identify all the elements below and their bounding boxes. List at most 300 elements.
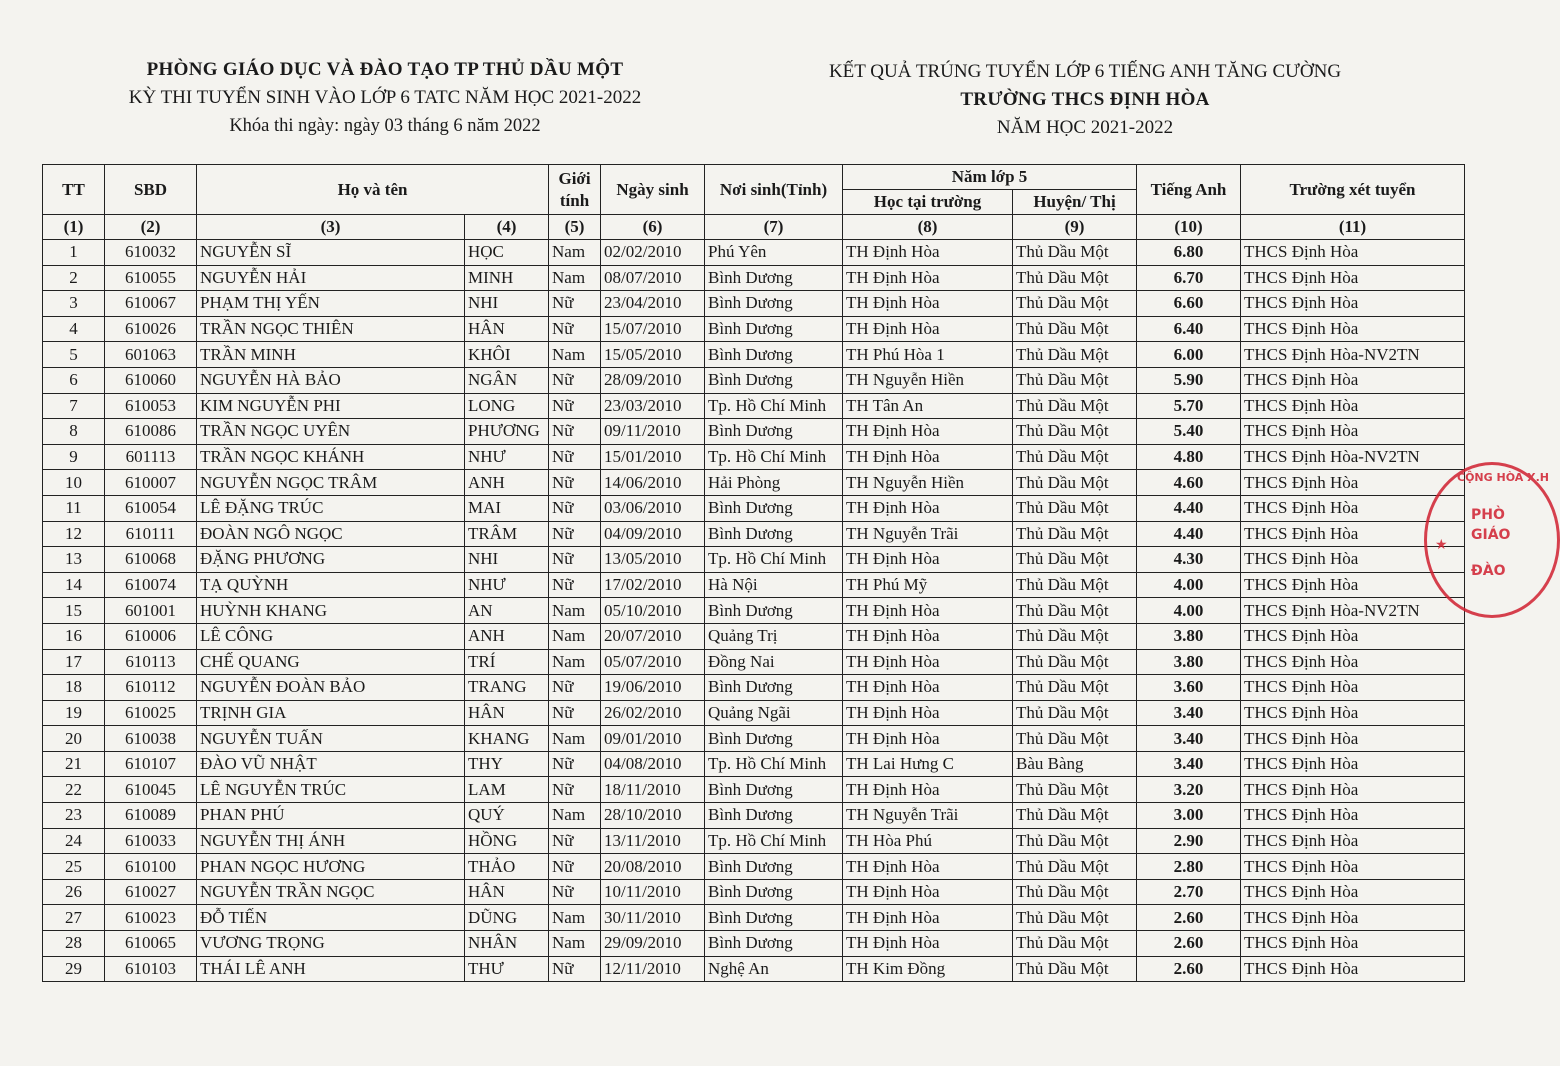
- row-school: TH Định Hòa: [843, 726, 1013, 752]
- row-english-score: 4.00: [1137, 572, 1241, 598]
- row-birthplace: Tp. Hồ Chí Minh: [705, 828, 843, 854]
- row-dob: 18/11/2010: [601, 777, 705, 803]
- row-tt: 2: [43, 265, 105, 291]
- row-district: Bàu Bàng: [1013, 751, 1137, 777]
- row-surname: NGUYỄN TUẤN: [197, 726, 465, 752]
- row-sbd: 610065: [105, 931, 197, 957]
- row-english-score: 6.40: [1137, 316, 1241, 342]
- row-gender: Nữ: [549, 291, 601, 317]
- row-school: TH Định Hòa: [843, 777, 1013, 803]
- row-district: Thủ Dầu Một: [1013, 623, 1137, 649]
- row-admit-school: THCS Định Hòa: [1241, 367, 1465, 393]
- exam-title: KỲ THI TUYỂN SINH VÀO LỚP 6 TATC NĂM HỌC 2021-2022: [128, 87, 642, 108]
- row-surname: PHAN PHÚ: [197, 803, 465, 829]
- row-english-score: 6.00: [1137, 342, 1241, 368]
- row-sbd: 610023: [105, 905, 197, 931]
- row-dob: 03/06/2010: [601, 495, 705, 521]
- row-district: Thủ Dầu Một: [1013, 342, 1137, 368]
- row-surname: VƯƠNG TRỌNG: [197, 931, 465, 957]
- row-sbd: 601001: [105, 598, 197, 624]
- row-english-score: 4.40: [1137, 521, 1241, 547]
- stamp-text: GIÁO: [1471, 527, 1511, 543]
- row-gender: Nữ: [549, 572, 601, 598]
- row-surname: CHẾ QUANG: [197, 649, 465, 675]
- row-tt: 26: [43, 879, 105, 905]
- row-gender: Nam: [549, 265, 601, 291]
- row-district: Thủ Dầu Một: [1013, 777, 1137, 803]
- row-school: TH Định Hòa: [843, 854, 1013, 880]
- row-dob: 29/09/2010: [601, 931, 705, 957]
- row-birthplace: Tp. Hồ Chí Minh: [705, 751, 843, 777]
- row-dob: 23/03/2010: [601, 393, 705, 419]
- row-gender: Nam: [549, 803, 601, 829]
- row-district: Thủ Dầu Một: [1013, 803, 1137, 829]
- row-tt: 6: [43, 367, 105, 393]
- row-surname: HUỲNH KHANG: [197, 598, 465, 624]
- row-given-name: NHI: [465, 291, 549, 317]
- row-district: Thủ Dầu Một: [1013, 547, 1137, 573]
- row-gender: Nam: [549, 905, 601, 931]
- row-birthplace: Bình Dương: [705, 598, 843, 624]
- table-row: [43, 751, 1465, 777]
- table-row: [43, 649, 1465, 675]
- row-district: Thủ Dầu Một: [1013, 828, 1137, 854]
- row-district: Thủ Dầu Một: [1013, 444, 1137, 470]
- row-tt: 9: [43, 444, 105, 470]
- row-birthplace: Tp. Hồ Chí Minh: [705, 547, 843, 573]
- table-row: [43, 726, 1465, 752]
- row-sbd: 610007: [105, 470, 197, 496]
- row-dob: 04/08/2010: [601, 751, 705, 777]
- table-row: [43, 342, 1465, 368]
- row-district: Thủ Dầu Một: [1013, 905, 1137, 931]
- row-school: TH Nguyễn Hiền: [843, 470, 1013, 496]
- row-tt: 22: [43, 777, 105, 803]
- row-surname: TRỊNH GIA: [197, 700, 465, 726]
- row-gender: Nữ: [549, 675, 601, 701]
- header-left: [60, 56, 710, 140]
- row-dob: 19/06/2010: [601, 675, 705, 701]
- row-dob: 12/11/2010: [601, 956, 705, 982]
- row-surname: KIM NGUYỄN PHI: [197, 393, 465, 419]
- row-given-name: QUÝ: [465, 803, 549, 829]
- row-birthplace: Bình Dương: [705, 879, 843, 905]
- row-tt: 11: [43, 495, 105, 521]
- row-admit-school: THCS Định Hòa: [1241, 854, 1465, 880]
- row-school: TH Định Hòa: [843, 700, 1013, 726]
- table-row: [43, 240, 1465, 266]
- row-sbd: 610111: [105, 521, 197, 547]
- col-number: (9): [1013, 215, 1137, 240]
- row-gender: Nữ: [549, 700, 601, 726]
- row-given-name: LONG: [465, 393, 549, 419]
- row-birthplace: Bình Dương: [705, 931, 843, 957]
- row-gender: Nam: [549, 931, 601, 957]
- table-row: [43, 623, 1465, 649]
- row-birthplace: Quảng Ngãi: [705, 700, 843, 726]
- row-tt: 12: [43, 521, 105, 547]
- row-english-score: 3.80: [1137, 649, 1241, 675]
- header-admit-school: Trường xét tuyển: [1241, 165, 1465, 215]
- row-dob: 20/07/2010: [601, 623, 705, 649]
- row-surname: NGUYỄN HẢI: [197, 265, 465, 291]
- row-gender: Nữ: [549, 470, 601, 496]
- row-school: TH Tân An: [843, 393, 1013, 419]
- row-district: Thủ Dầu Một: [1013, 419, 1137, 445]
- col-number: (2): [105, 215, 197, 240]
- row-tt: 1: [43, 240, 105, 266]
- row-district: Thủ Dầu Một: [1013, 367, 1137, 393]
- row-admit-school: THCS Định Hòa: [1241, 495, 1465, 521]
- table-row: [43, 547, 1465, 573]
- row-given-name: KHANG: [465, 726, 549, 752]
- row-school: TH Định Hòa: [843, 316, 1013, 342]
- row-surname: LÊ ĐẶNG TRÚC: [197, 495, 465, 521]
- row-gender: Nam: [549, 598, 601, 624]
- row-admit-school: THCS Định Hòa: [1241, 700, 1465, 726]
- row-sbd: 610100: [105, 854, 197, 880]
- header-birthplace: Nơi sinh(Tỉnh): [705, 165, 843, 215]
- row-tt: 20: [43, 726, 105, 752]
- row-admit-school: THCS Định Hòa-NV2TN: [1241, 444, 1465, 470]
- row-admit-school: THCS Định Hòa: [1241, 726, 1465, 752]
- row-given-name: HÂN: [465, 316, 549, 342]
- table-row: [43, 419, 1465, 445]
- table-row: [43, 675, 1465, 701]
- row-english-score: 2.60: [1137, 905, 1241, 931]
- row-gender: Nữ: [549, 879, 601, 905]
- table-row: [43, 828, 1465, 854]
- row-tt: 24: [43, 828, 105, 854]
- row-birthplace: Bình Dương: [705, 521, 843, 547]
- row-gender: Nữ: [549, 521, 601, 547]
- row-gender: Nam: [549, 623, 601, 649]
- row-admit-school: THCS Định Hòa: [1241, 675, 1465, 701]
- row-birthplace: Quảng Trị: [705, 623, 843, 649]
- row-admit-school: THCS Định Hòa: [1241, 777, 1465, 803]
- row-given-name: ANH: [465, 623, 549, 649]
- row-district: Thủ Dầu Một: [1013, 240, 1137, 266]
- row-district: Thủ Dầu Một: [1013, 956, 1137, 982]
- row-district: Thủ Dầu Một: [1013, 700, 1137, 726]
- row-english-score: 2.60: [1137, 956, 1241, 982]
- row-tt: 10: [43, 470, 105, 496]
- row-tt: 5: [43, 342, 105, 368]
- row-gender: Nam: [549, 649, 601, 675]
- row-dob: 14/06/2010: [601, 470, 705, 496]
- col-number: (6): [601, 215, 705, 240]
- row-birthplace: Bình Dương: [705, 726, 843, 752]
- row-sbd: 610086: [105, 419, 197, 445]
- row-english-score: 2.60: [1137, 931, 1241, 957]
- row-dob: 15/07/2010: [601, 316, 705, 342]
- results-table: [42, 164, 1465, 982]
- table-row: [43, 700, 1465, 726]
- row-given-name: KHÔI: [465, 342, 549, 368]
- row-given-name: NGÂN: [465, 367, 549, 393]
- table-row: [43, 521, 1465, 547]
- row-school: TH Định Hòa: [843, 905, 1013, 931]
- row-school: TH Định Hòa: [843, 291, 1013, 317]
- row-school: TH Định Hòa: [843, 879, 1013, 905]
- row-tt: 19: [43, 700, 105, 726]
- row-surname: TẠ QUỲNH: [197, 572, 465, 598]
- row-sbd: 610027: [105, 879, 197, 905]
- row-school: TH Nguyễn Hiền: [843, 367, 1013, 393]
- header-district: Huyện/ Thị: [1013, 190, 1137, 215]
- row-birthplace: Bình Dương: [705, 342, 843, 368]
- row-english-score: 2.70: [1137, 879, 1241, 905]
- row-surname: NGUYỄN NGỌC TRÂM: [197, 470, 465, 496]
- row-surname: NGUYỄN SĨ: [197, 240, 465, 266]
- row-given-name: HÂN: [465, 700, 549, 726]
- row-given-name: HÂN: [465, 879, 549, 905]
- row-district: Thủ Dầu Một: [1013, 265, 1137, 291]
- row-given-name: DŨNG: [465, 905, 549, 931]
- row-school: TH Phú Mỹ: [843, 572, 1013, 598]
- row-sbd: 610045: [105, 777, 197, 803]
- row-admit-school: THCS Định Hòa-NV2TN: [1241, 342, 1465, 368]
- row-surname: NGUYỄN HÀ BẢO: [197, 367, 465, 393]
- row-given-name: NHI: [465, 547, 549, 573]
- row-dob: 30/11/2010: [601, 905, 705, 931]
- row-sbd: 610025: [105, 700, 197, 726]
- header-dob: Ngày sinh: [601, 165, 705, 215]
- row-dob: 09/11/2010: [601, 419, 705, 445]
- row-admit-school: THCS Định Hòa: [1241, 751, 1465, 777]
- row-sbd: 610074: [105, 572, 197, 598]
- row-given-name: NHÂN: [465, 931, 549, 957]
- row-district: Thủ Dầu Một: [1013, 572, 1137, 598]
- row-tt: 25: [43, 854, 105, 880]
- row-sbd: 610038: [105, 726, 197, 752]
- col-number: (5): [549, 215, 601, 240]
- row-english-score: 2.90: [1137, 828, 1241, 854]
- row-surname: TRẦN NGỌC UYÊN: [197, 419, 465, 445]
- row-given-name: MAI: [465, 495, 549, 521]
- row-given-name: ANH: [465, 470, 549, 496]
- row-school: TH Hòa Phú: [843, 828, 1013, 854]
- header-name: Họ và tên: [197, 165, 549, 215]
- row-given-name: HỌC: [465, 240, 549, 266]
- table-row: [43, 265, 1465, 291]
- row-sbd: 610054: [105, 495, 197, 521]
- row-english-score: 6.60: [1137, 291, 1241, 317]
- row-birthplace: Hà Nội: [705, 572, 843, 598]
- row-surname: TRẦN NGỌC THIÊN: [197, 316, 465, 342]
- row-english-score: 3.20: [1137, 777, 1241, 803]
- row-dob: 02/02/2010: [601, 240, 705, 266]
- row-dob: 05/10/2010: [601, 598, 705, 624]
- row-admit-school: THCS Định Hòa: [1241, 291, 1465, 317]
- row-surname: LÊ CÔNG: [197, 623, 465, 649]
- row-school: TH Định Hòa: [843, 547, 1013, 573]
- row-admit-school: THCS Định Hòa: [1241, 931, 1465, 957]
- row-given-name: TRÍ: [465, 649, 549, 675]
- row-surname: NGUYỄN ĐOÀN BẢO: [197, 675, 465, 701]
- row-sbd: 610026: [105, 316, 197, 342]
- row-surname: ĐẶNG PHƯƠNG: [197, 547, 465, 573]
- row-school: TH Định Hòa: [843, 444, 1013, 470]
- table-row: [43, 393, 1465, 419]
- row-english-score: 3.80: [1137, 623, 1241, 649]
- header-sbd: SBD: [105, 165, 197, 215]
- header-grade5: Năm lớp 5: [843, 165, 1137, 190]
- row-dob: 17/02/2010: [601, 572, 705, 598]
- table-row: [43, 598, 1465, 624]
- row-district: Thủ Dầu Một: [1013, 470, 1137, 496]
- table-row: [43, 495, 1465, 521]
- col-number: (3): [197, 215, 465, 240]
- row-tt: 15: [43, 598, 105, 624]
- row-district: Thủ Dầu Một: [1013, 726, 1137, 752]
- row-admit-school: THCS Định Hòa: [1241, 905, 1465, 931]
- row-gender: Nữ: [549, 444, 601, 470]
- row-dob: 09/01/2010: [601, 726, 705, 752]
- row-given-name: PHƯƠNG: [465, 419, 549, 445]
- row-english-score: 3.40: [1137, 700, 1241, 726]
- school-year: NĂM HỌC 2021-2022: [996, 117, 1174, 138]
- row-given-name: THY: [465, 751, 549, 777]
- row-surname: TRẦN MINH: [197, 342, 465, 368]
- row-surname: ĐỖ TIẾN: [197, 905, 465, 931]
- department-title: PHÒNG GIÁO DỤC VÀ ĐÀO TẠO TP THỦ DẦU MỘT: [146, 59, 624, 80]
- row-tt: 13: [43, 547, 105, 573]
- row-gender: Nữ: [549, 495, 601, 521]
- row-english-score: 3.40: [1137, 726, 1241, 752]
- table-row: [43, 367, 1465, 393]
- row-surname: NGUYỄN THỊ ÁNH: [197, 828, 465, 854]
- star-icon: ★: [1435, 537, 1448, 553]
- row-english-score: 4.80: [1137, 444, 1241, 470]
- row-english-score: 3.40: [1137, 751, 1241, 777]
- row-dob: 20/08/2010: [601, 854, 705, 880]
- row-surname: THÁI LÊ ANH: [197, 956, 465, 982]
- row-sbd: 610032: [105, 240, 197, 266]
- header-right: [770, 58, 1400, 142]
- row-surname: PHẠM THỊ YẾN: [197, 291, 465, 317]
- row-surname: ĐÀO VŨ NHẬT: [197, 751, 465, 777]
- row-given-name: THẢO: [465, 854, 549, 880]
- row-school: TH Định Hòa: [843, 265, 1013, 291]
- row-school: TH Nguyễn Trãi: [843, 521, 1013, 547]
- row-admit-school: THCS Định Hòa: [1241, 393, 1465, 419]
- row-sbd: 610089: [105, 803, 197, 829]
- stamp-ring-text: CỘNG HÒA X.H: [1457, 471, 1549, 484]
- results-body: [43, 240, 1465, 982]
- row-school: TH Định Hòa: [843, 598, 1013, 624]
- row-district: Thủ Dầu Một: [1013, 649, 1137, 675]
- row-birthplace: Nghệ An: [705, 956, 843, 982]
- row-given-name: AN: [465, 598, 549, 624]
- table-row: [43, 316, 1465, 342]
- row-english-score: 4.00: [1137, 598, 1241, 624]
- column-number-row: [43, 215, 1465, 240]
- row-school: TH Định Hòa: [843, 495, 1013, 521]
- row-birthplace: Bình Dương: [705, 803, 843, 829]
- row-given-name: MINH: [465, 265, 549, 291]
- row-tt: 23: [43, 803, 105, 829]
- row-admit-school: THCS Định Hòa: [1241, 419, 1465, 445]
- row-english-score: 4.40: [1137, 495, 1241, 521]
- row-dob: 08/07/2010: [601, 265, 705, 291]
- row-gender: Nữ: [549, 316, 601, 342]
- row-admit-school: THCS Định Hòa: [1241, 240, 1465, 266]
- row-birthplace: Bình Dương: [705, 675, 843, 701]
- row-district: Thủ Dầu Một: [1013, 495, 1137, 521]
- row-gender: Nam: [549, 240, 601, 266]
- row-admit-school: THCS Định Hòa: [1241, 828, 1465, 854]
- table-row: [43, 291, 1465, 317]
- row-given-name: LAM: [465, 777, 549, 803]
- row-school: TH Phú Hòa 1: [843, 342, 1013, 368]
- table-row: [43, 572, 1465, 598]
- row-english-score: 6.70: [1137, 265, 1241, 291]
- table-row: [43, 956, 1465, 982]
- row-sbd: 610055: [105, 265, 197, 291]
- row-surname: ĐOÀN NGÔ NGỌC: [197, 521, 465, 547]
- row-sbd: 610068: [105, 547, 197, 573]
- row-tt: 18: [43, 675, 105, 701]
- row-dob: 10/11/2010: [601, 879, 705, 905]
- row-admit-school: THCS Định Hòa: [1241, 572, 1465, 598]
- row-district: Thủ Dầu Một: [1013, 598, 1137, 624]
- row-english-score: 5.70: [1137, 393, 1241, 419]
- row-gender: Nữ: [549, 367, 601, 393]
- row-gender: Nữ: [549, 393, 601, 419]
- col-number: (8): [843, 215, 1013, 240]
- row-admit-school: THCS Định Hòa: [1241, 547, 1465, 573]
- table-row: [43, 444, 1465, 470]
- row-admit-school: THCS Định Hòa: [1241, 649, 1465, 675]
- header-school: Học tại trường: [843, 190, 1013, 215]
- row-gender: Nữ: [549, 547, 601, 573]
- row-dob: 04/09/2010: [601, 521, 705, 547]
- row-sbd: 610113: [105, 649, 197, 675]
- row-district: Thủ Dầu Một: [1013, 879, 1137, 905]
- row-admit-school: THCS Định Hòa: [1241, 470, 1465, 496]
- row-given-name: TRANG: [465, 675, 549, 701]
- result-title: KẾT QUẢ TRÚNG TUYỂN LỚP 6 TIẾNG ANH TĂNG CƯỜNG: [828, 61, 1342, 82]
- row-admit-school: THCS Định Hòa: [1241, 316, 1465, 342]
- row-sbd: 610006: [105, 623, 197, 649]
- row-tt: 14: [43, 572, 105, 598]
- row-school: TH Định Hòa: [843, 931, 1013, 957]
- row-district: Thủ Dầu Một: [1013, 393, 1137, 419]
- table-row: [43, 931, 1465, 957]
- row-school: TH Định Hòa: [843, 675, 1013, 701]
- row-birthplace: Bình Dương: [705, 419, 843, 445]
- row-district: Thủ Dầu Một: [1013, 675, 1137, 701]
- table-row: [43, 879, 1465, 905]
- row-birthplace: Bình Dương: [705, 367, 843, 393]
- row-school: TH Định Hòa: [843, 240, 1013, 266]
- row-tt: 4: [43, 316, 105, 342]
- col-number: (10): [1137, 215, 1241, 240]
- table-row: [43, 803, 1465, 829]
- col-number: (11): [1241, 215, 1465, 240]
- row-district: Thủ Dầu Một: [1013, 316, 1137, 342]
- row-sbd: 610053: [105, 393, 197, 419]
- row-district: Thủ Dầu Một: [1013, 521, 1137, 547]
- row-surname: PHAN NGỌC HƯƠNG: [197, 854, 465, 880]
- row-tt: 17: [43, 649, 105, 675]
- row-birthplace: Tp. Hồ Chí Minh: [705, 444, 843, 470]
- row-english-score: 4.30: [1137, 547, 1241, 573]
- row-given-name: NHƯ: [465, 572, 549, 598]
- row-dob: 05/07/2010: [601, 649, 705, 675]
- row-sbd: 601063: [105, 342, 197, 368]
